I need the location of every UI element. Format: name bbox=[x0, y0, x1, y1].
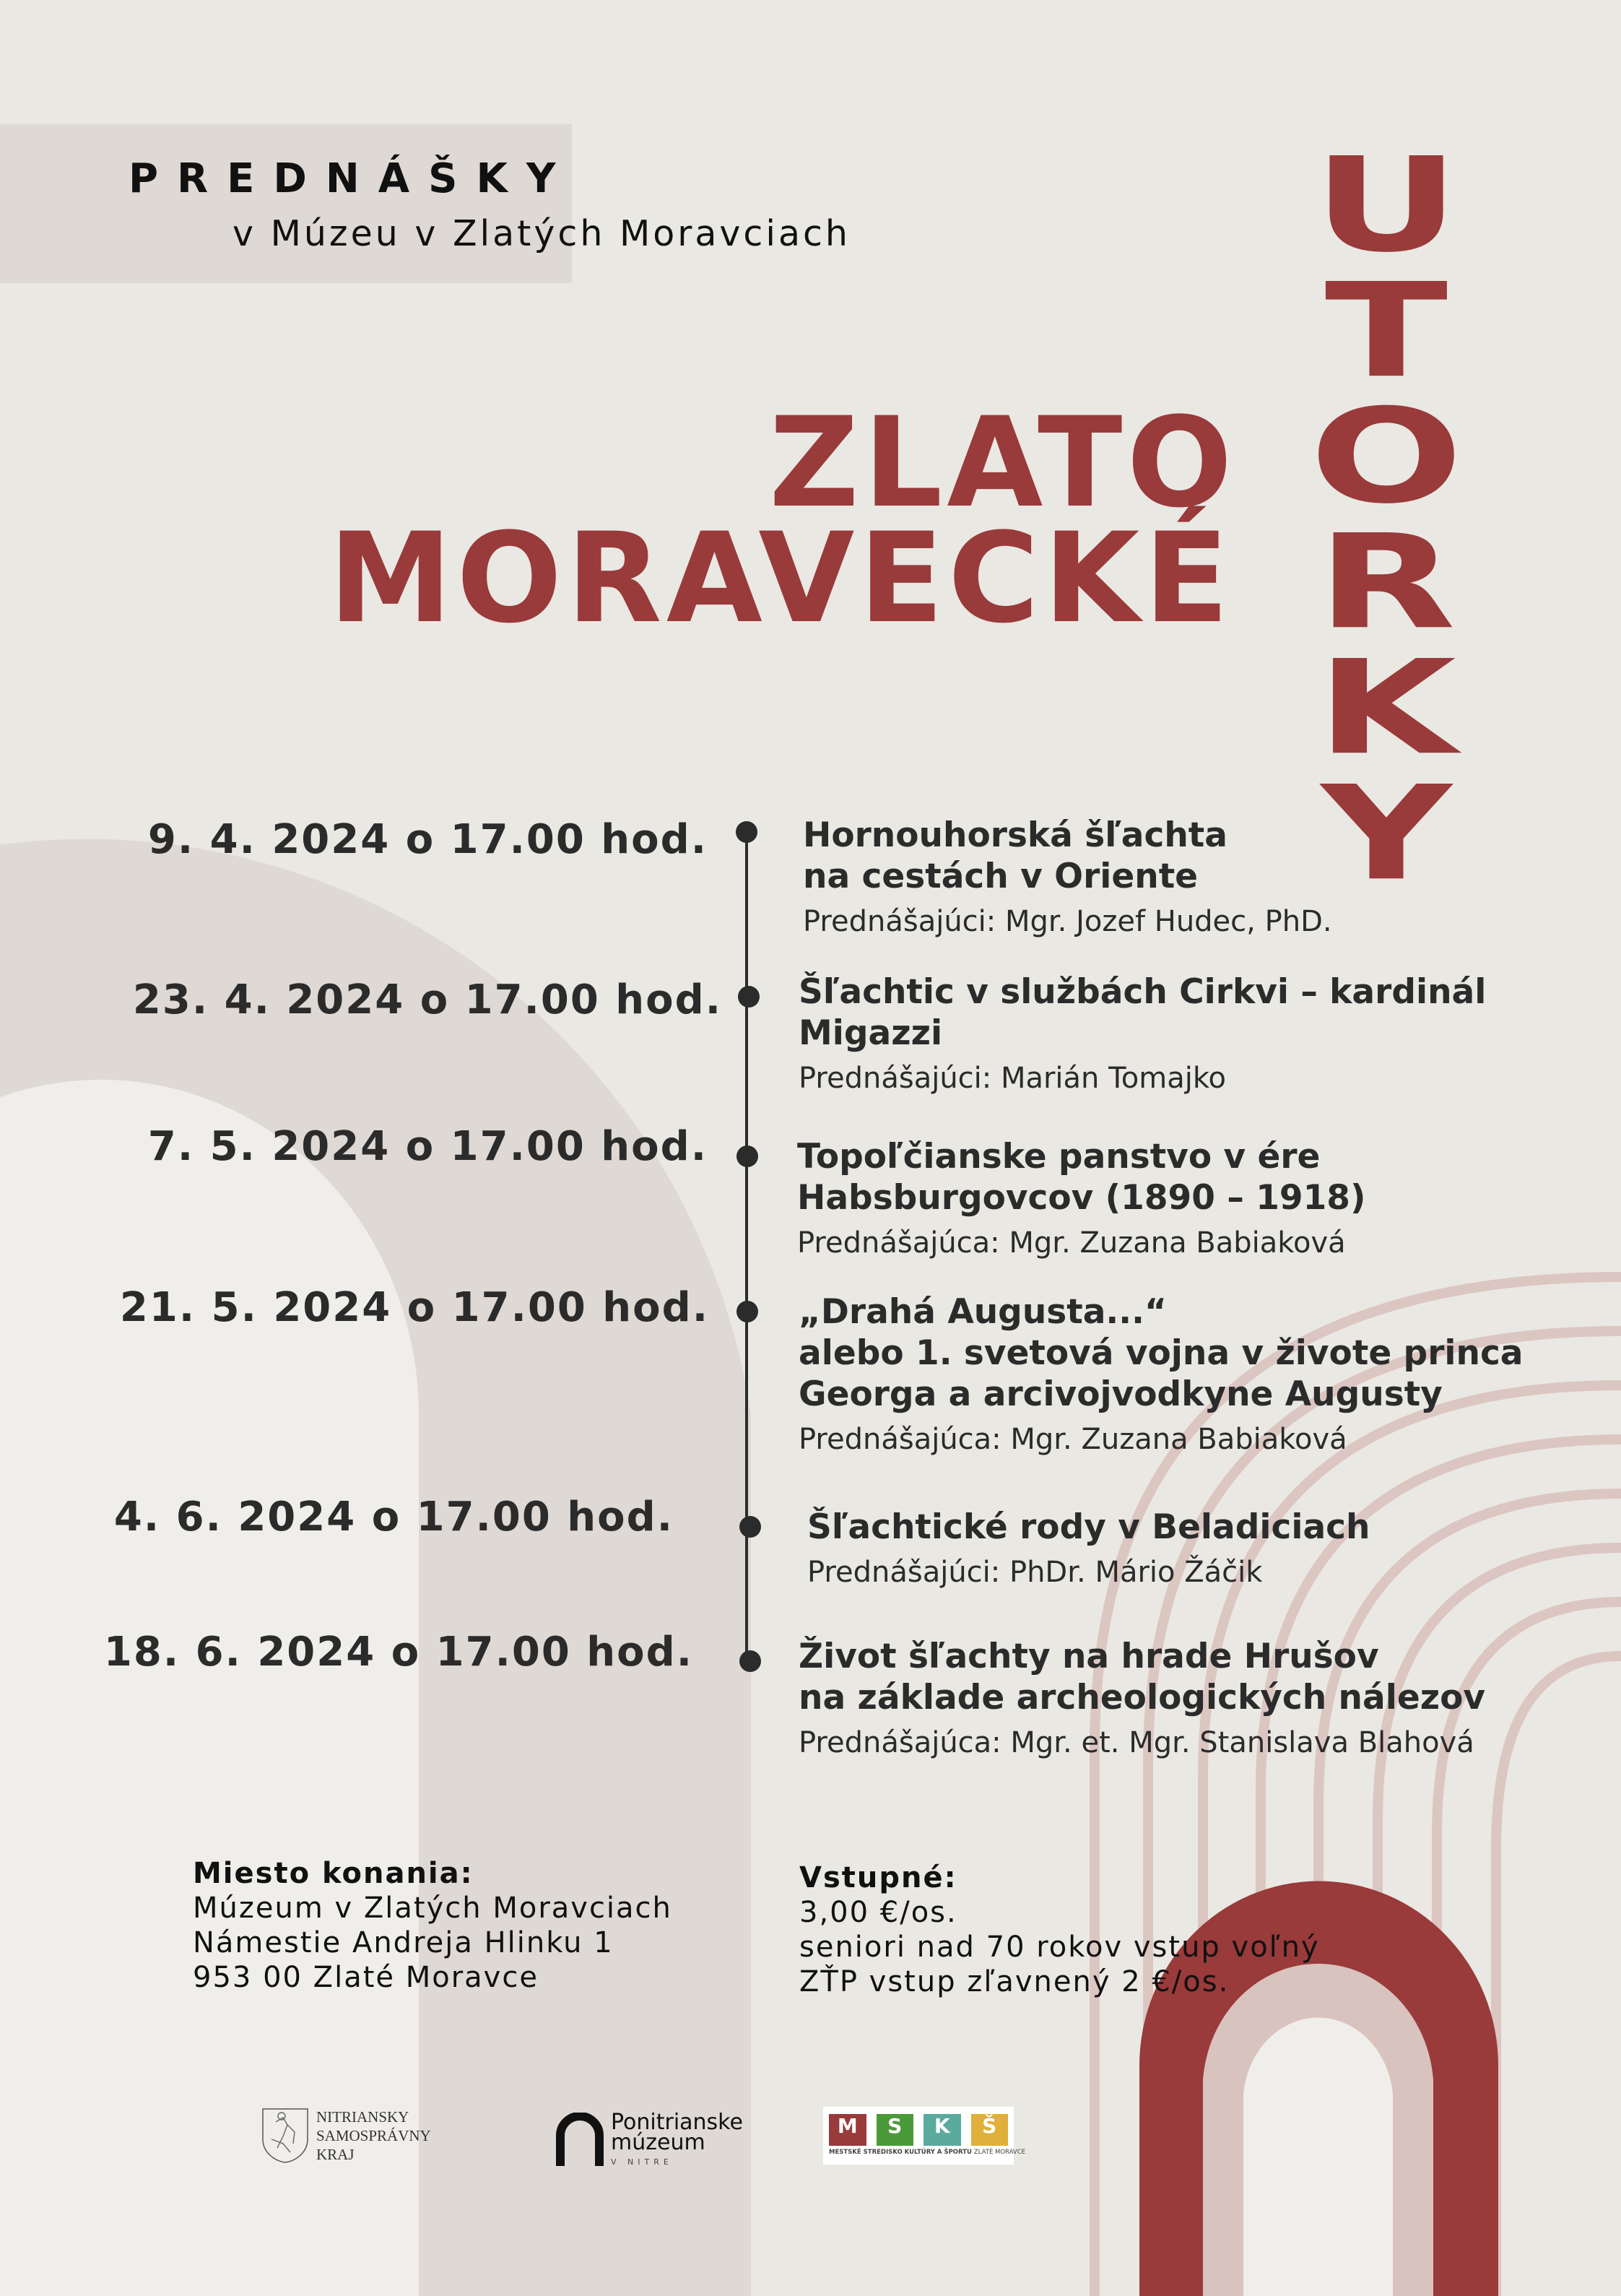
event-date: 21. 5. 2024 o 17.00 hod. bbox=[119, 1284, 709, 1331]
red-arch-inner bbox=[1243, 2018, 1393, 2296]
event-date: 9. 4. 2024 o 17.00 hod. bbox=[147, 816, 708, 863]
vertical-letter: Y bbox=[1321, 758, 1452, 909]
event-speaker: Prednášajúci: Mgr. Jozef Hudec, PhD. bbox=[803, 905, 1332, 938]
admission-line: ZŤP vstup zľavnený 2 €/os. bbox=[799, 1965, 1230, 1998]
header-block bbox=[0, 124, 575, 283]
timeline-dot bbox=[736, 1145, 758, 1167]
nsk-line: NITRIANSKY bbox=[316, 2108, 409, 2126]
vertical-title bbox=[1300, 123, 1473, 909]
header-subtitle: v Múzeu v Zlatých Moravciach bbox=[232, 213, 851, 254]
event-title: Šľachtic v službách Cirkvi – kardinál Migazzi bbox=[799, 972, 1487, 1053]
timeline-dot bbox=[739, 1516, 761, 1538]
msks-letter: M bbox=[829, 2114, 866, 2146]
msks-letter: Š bbox=[971, 2114, 1009, 2146]
event-title: Život šľachty na hrade Hrušov na základe archeologických nálezov bbox=[799, 1637, 1485, 1717]
msks-caption: MESTSKÉ STREDISKO KULTÚRY A ŠPORTU bbox=[829, 2149, 972, 2156]
event-date: 4. 6. 2024 o 17.00 hod. bbox=[113, 1494, 674, 1541]
vertical-letter: K bbox=[1316, 632, 1456, 784]
header-kicker: PREDNÁŠKY bbox=[129, 155, 575, 202]
admission-line: seniori nad 70 rokov vstup voľný bbox=[799, 1931, 1320, 1964]
timeline-dot bbox=[736, 821, 757, 843]
ponitrianske-line: múzeum bbox=[611, 2130, 705, 2155]
event-date: 18. 6. 2024 o 17.00 hod. bbox=[103, 1629, 693, 1676]
event-title: Šľachtické rody v Beladiciach bbox=[807, 1507, 1370, 1547]
title-line-2: MORAVECKÉ bbox=[329, 506, 1233, 651]
admission-label: Vstupné: bbox=[799, 1861, 957, 1894]
venue-label: Miesto konania: bbox=[193, 1857, 474, 1890]
timeline-dot bbox=[736, 1301, 758, 1322]
vertical-letter: U bbox=[1313, 129, 1460, 281]
timeline-dot bbox=[738, 986, 760, 1008]
nsk-line: KRAJ bbox=[316, 2146, 355, 2163]
title-line-1: ZLATO bbox=[769, 390, 1237, 535]
event-speaker: Prednášajúci: PhDr. Mário Žáčik bbox=[807, 1556, 1263, 1589]
vertical-letter: T bbox=[1324, 255, 1448, 407]
event-speaker: Prednášajúca: Mgr. et. Mgr. Stanislava Blahová bbox=[799, 1726, 1474, 1759]
msks-letter: K bbox=[924, 2114, 961, 2146]
venue-line: Múzeum v Zlatých Moravciach bbox=[193, 1892, 672, 1925]
msks-city: ZLATÉ MORAVCE bbox=[973, 2149, 1026, 2156]
timeline-dot bbox=[739, 1650, 761, 1672]
nsk-line: SAMOSPRÁVNY bbox=[316, 2127, 431, 2144]
event-title: „Drahá Augusta...“ alebo 1. svetová vojna v živote princa Georga a arcivojvodkyne Augusty bbox=[799, 1292, 1524, 1414]
event-title: Topoľčianske panstvo v ére Habsburgovcov (1890 – 1918) bbox=[797, 1137, 1366, 1218]
arch-logo-icon bbox=[556, 2113, 604, 2166]
ponitrianske-line: V NITRE bbox=[611, 2157, 673, 2167]
nsk-logo bbox=[261, 2107, 431, 2164]
event-speaker: Prednášajúca: Mgr. Zuzana Babiaková bbox=[797, 1226, 1346, 1260]
admission-block bbox=[799, 1860, 1320, 1999]
venue-line: Námestie Andreja Hlinku 1 bbox=[193, 1926, 614, 1959]
event-title: Hornouhorská šľachta na cestách v Oriente bbox=[803, 815, 1227, 896]
vertical-letter: O bbox=[1309, 381, 1464, 532]
event-date: 23. 4. 2024 o 17.00 hod. bbox=[132, 976, 722, 1023]
event-date: 7. 5. 2024 o 17.00 hod. bbox=[147, 1123, 708, 1170]
msks-logo bbox=[823, 2107, 1026, 2165]
ponitrianske-muzeum-logo bbox=[556, 2110, 743, 2167]
coat-of-arms-icon bbox=[261, 2107, 309, 2164]
msks-letter: S bbox=[877, 2114, 914, 2146]
venue-line: 953 00 Zlaté Moravce bbox=[193, 1961, 539, 1994]
event-speaker: Prednášajúca: Mgr. Zuzana Babiaková bbox=[799, 1423, 1347, 1456]
venue-block bbox=[193, 1856, 672, 1995]
vertical-letter: R bbox=[1316, 506, 1456, 658]
event-speaker: Prednášajúci: Marián Tomajko bbox=[799, 1062, 1227, 1095]
ponitrianske-line: Ponitrianske bbox=[611, 2110, 743, 2135]
admission-line: 3,00 €/os. bbox=[799, 1896, 957, 1929]
